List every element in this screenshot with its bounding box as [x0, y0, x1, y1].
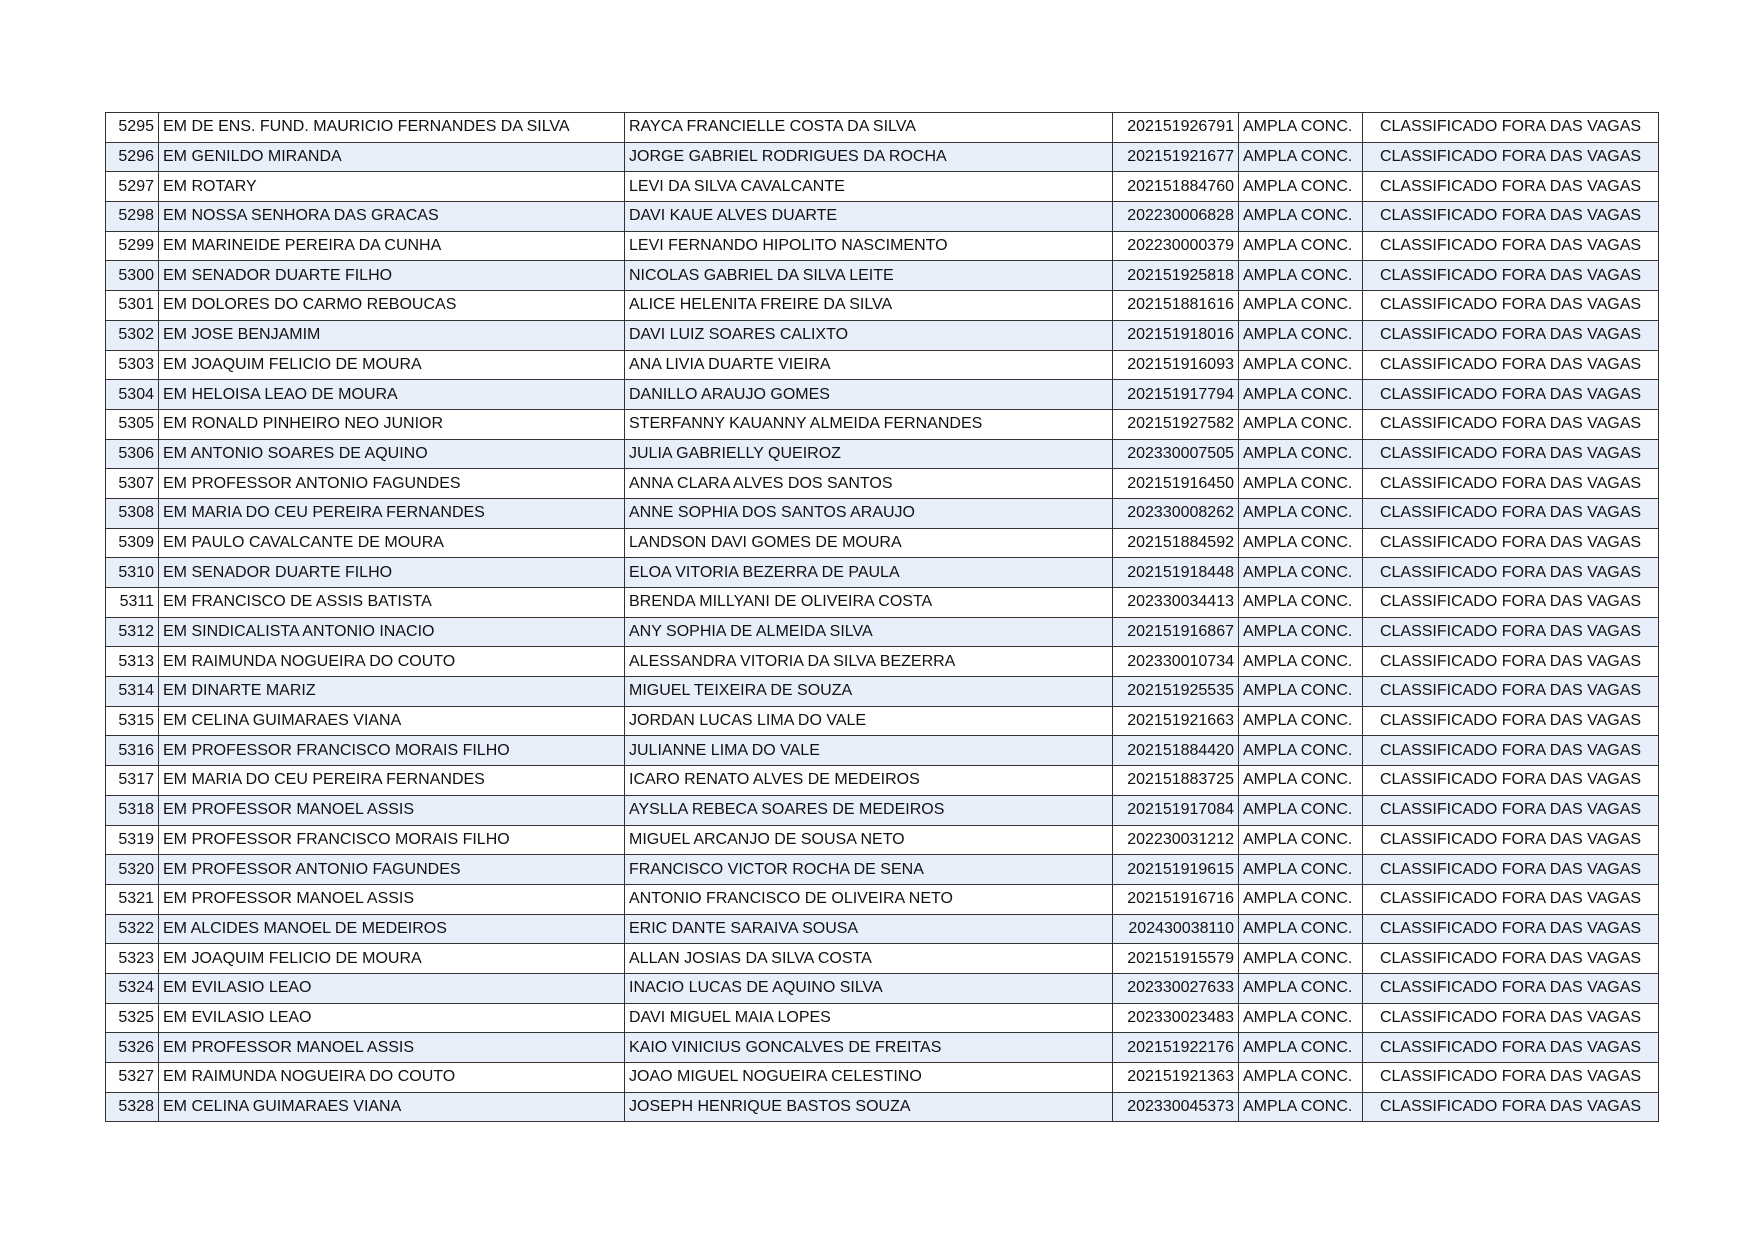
student-name: KAIO VINICIUS GONCALVES DE FREITAS — [625, 1033, 1113, 1063]
table-row — [106, 647, 1659, 677]
table-row — [106, 439, 1659, 469]
registration-number: 202151916867 — [1113, 617, 1239, 647]
row-number: 5315 — [106, 706, 159, 736]
classification-status: CLASSIFICADO FORA DAS VAGAS — [1363, 528, 1659, 558]
row-number: 5328 — [106, 1092, 159, 1122]
row-number: 5316 — [106, 736, 159, 766]
table-row — [106, 825, 1659, 855]
classification-status: CLASSIFICADO FORA DAS VAGAS — [1363, 617, 1659, 647]
registration-number: 202151921663 — [1113, 706, 1239, 736]
student-name: MIGUEL ARCANJO DE SOUSA NETO — [625, 825, 1113, 855]
student-name: ANY SOPHIA DE ALMEIDA SILVA — [625, 617, 1113, 647]
quota-type: AMPLA CONC. — [1239, 914, 1363, 944]
classification-status: CLASSIFICADO FORA DAS VAGAS — [1363, 558, 1659, 588]
row-number: 5295 — [106, 113, 159, 143]
quota-type: AMPLA CONC. — [1239, 261, 1363, 291]
student-name: JORDAN LUCAS LIMA DO VALE — [625, 706, 1113, 736]
registration-number: 202151921363 — [1113, 1063, 1239, 1093]
row-number: 5311 — [106, 588, 159, 618]
student-name: STERFANNY KAUANNY ALMEIDA FERNANDES — [625, 409, 1113, 439]
registration-number: 202151918448 — [1113, 558, 1239, 588]
table-row — [106, 469, 1659, 499]
quota-type: AMPLA CONC. — [1239, 291, 1363, 321]
registration-number: 202151921677 — [1113, 142, 1239, 172]
registration-number: 202151884760 — [1113, 172, 1239, 202]
row-number: 5308 — [106, 498, 159, 528]
quota-type: AMPLA CONC. — [1239, 439, 1363, 469]
school-name: EM CELINA GUIMARAES VIANA — [159, 1092, 625, 1122]
student-name: BRENDA MILLYANI DE OLIVEIRA COSTA — [625, 588, 1113, 618]
classification-status: CLASSIFICADO FORA DAS VAGAS — [1363, 202, 1659, 232]
registration-number: 202330010734 — [1113, 647, 1239, 677]
row-number: 5303 — [106, 350, 159, 380]
quota-type: AMPLA CONC. — [1239, 795, 1363, 825]
quota-type: AMPLA CONC. — [1239, 973, 1363, 1003]
table-row — [106, 528, 1659, 558]
quota-type: AMPLA CONC. — [1239, 202, 1363, 232]
classification-status: CLASSIFICADO FORA DAS VAGAS — [1363, 766, 1659, 796]
student-name: JOSEPH HENRIQUE BASTOS SOUZA — [625, 1092, 1113, 1122]
row-number: 5306 — [106, 439, 159, 469]
school-name: EM MARINEIDE PEREIRA DA CUNHA — [159, 231, 625, 261]
student-name: DAVI LUIZ SOARES CALIXTO — [625, 320, 1113, 350]
student-name: LEVI FERNANDO HIPOLITO NASCIMENTO — [625, 231, 1113, 261]
registration-number: 202151916716 — [1113, 884, 1239, 914]
classification-status: CLASSIFICADO FORA DAS VAGAS — [1363, 944, 1659, 974]
row-number: 5298 — [106, 202, 159, 232]
classification-status: CLASSIFICADO FORA DAS VAGAS — [1363, 231, 1659, 261]
school-name: EM NOSSA SENHORA DAS GRACAS — [159, 202, 625, 232]
student-name: ALICE HELENITA FREIRE DA SILVA — [625, 291, 1113, 321]
classification-status: CLASSIFICADO FORA DAS VAGAS — [1363, 172, 1659, 202]
row-number: 5307 — [106, 469, 159, 499]
registration-number: 202151883725 — [1113, 766, 1239, 796]
quota-type: AMPLA CONC. — [1239, 647, 1363, 677]
row-number: 5309 — [106, 528, 159, 558]
row-number: 5319 — [106, 825, 159, 855]
registration-number: 202330007505 — [1113, 439, 1239, 469]
school-name: EM ROTARY — [159, 172, 625, 202]
classification-status: CLASSIFICADO FORA DAS VAGAS — [1363, 1092, 1659, 1122]
registration-number: 202151916450 — [1113, 469, 1239, 499]
school-name: EM MARIA DO CEU PEREIRA FERNANDES — [159, 766, 625, 796]
classification-status: CLASSIFICADO FORA DAS VAGAS — [1363, 380, 1659, 410]
row-number: 5314 — [106, 677, 159, 707]
classification-status: CLASSIFICADO FORA DAS VAGAS — [1363, 261, 1659, 291]
row-number: 5312 — [106, 617, 159, 647]
quota-type: AMPLA CONC. — [1239, 113, 1363, 143]
school-name: EM GENILDO MIRANDA — [159, 142, 625, 172]
table-row — [106, 231, 1659, 261]
school-name: EM RONALD PINHEIRO NEO JUNIOR — [159, 409, 625, 439]
school-name: EM EVILASIO LEAO — [159, 973, 625, 1003]
row-number: 5323 — [106, 944, 159, 974]
quota-type: AMPLA CONC. — [1239, 884, 1363, 914]
registration-number: 202330008262 — [1113, 498, 1239, 528]
quota-type: AMPLA CONC. — [1239, 380, 1363, 410]
classification-status: CLASSIFICADO FORA DAS VAGAS — [1363, 795, 1659, 825]
table-row — [106, 1063, 1659, 1093]
quota-type: AMPLA CONC. — [1239, 588, 1363, 618]
table-row — [106, 172, 1659, 202]
student-name: DAVI MIGUEL MAIA LOPES — [625, 1003, 1113, 1033]
quota-type: AMPLA CONC. — [1239, 1003, 1363, 1033]
table-row — [106, 409, 1659, 439]
table-row — [106, 142, 1659, 172]
student-name: ANTONIO FRANCISCO DE OLIVEIRA NETO — [625, 884, 1113, 914]
registration-number: 202151919615 — [1113, 855, 1239, 885]
school-name: EM FRANCISCO DE ASSIS BATISTA — [159, 588, 625, 618]
table-row — [106, 1003, 1659, 1033]
classification-status: CLASSIFICADO FORA DAS VAGAS — [1363, 736, 1659, 766]
row-number: 5302 — [106, 320, 159, 350]
table-row — [106, 1092, 1659, 1122]
table-row — [106, 380, 1659, 410]
quota-type: AMPLA CONC. — [1239, 766, 1363, 796]
school-name: EM JOAQUIM FELICIO DE MOURA — [159, 944, 625, 974]
table-row — [106, 973, 1659, 1003]
quota-type: AMPLA CONC. — [1239, 231, 1363, 261]
classification-status: CLASSIFICADO FORA DAS VAGAS — [1363, 350, 1659, 380]
student-name: ICARO RENATO ALVES DE MEDEIROS — [625, 766, 1113, 796]
school-name: EM DOLORES DO CARMO REBOUCAS — [159, 291, 625, 321]
school-name: EM PROFESSOR MANOEL ASSIS — [159, 795, 625, 825]
student-name: DAVI KAUE ALVES DUARTE — [625, 202, 1113, 232]
classification-status: CLASSIFICADO FORA DAS VAGAS — [1363, 469, 1659, 499]
table-row — [106, 202, 1659, 232]
table-row — [106, 855, 1659, 885]
school-name: EM SENADOR DUARTE FILHO — [159, 261, 625, 291]
table-row — [106, 498, 1659, 528]
quota-type: AMPLA CONC. — [1239, 1092, 1363, 1122]
results-table — [105, 112, 1659, 1122]
student-name: INACIO LUCAS DE AQUINO SILVA — [625, 973, 1113, 1003]
classification-status: CLASSIFICADO FORA DAS VAGAS — [1363, 677, 1659, 707]
school-name: EM ANTONIO SOARES DE AQUINO — [159, 439, 625, 469]
student-name: JULIA GABRIELLY QUEIROZ — [625, 439, 1113, 469]
student-name: FRANCISCO VICTOR ROCHA DE SENA — [625, 855, 1113, 885]
registration-number: 202230000379 — [1113, 231, 1239, 261]
school-name: EM HELOISA LEAO DE MOURA — [159, 380, 625, 410]
registration-number: 202330034413 — [1113, 588, 1239, 618]
classification-status: CLASSIFICADO FORA DAS VAGAS — [1363, 291, 1659, 321]
registration-number: 202151918016 — [1113, 320, 1239, 350]
row-number: 5317 — [106, 766, 159, 796]
table-row — [106, 558, 1659, 588]
student-name: DANILLO ARAUJO GOMES — [625, 380, 1113, 410]
classification-status: CLASSIFICADO FORA DAS VAGAS — [1363, 914, 1659, 944]
student-name: RAYCA FRANCIELLE COSTA DA SILVA — [625, 113, 1113, 143]
registration-number: 202151917794 — [1113, 380, 1239, 410]
school-name: EM PROFESSOR MANOEL ASSIS — [159, 1033, 625, 1063]
school-name: EM PROFESSOR ANTONIO FAGUNDES — [159, 469, 625, 499]
registration-number: 202151917084 — [1113, 795, 1239, 825]
row-number: 5305 — [106, 409, 159, 439]
classification-status: CLASSIFICADO FORA DAS VAGAS — [1363, 973, 1659, 1003]
row-number: 5296 — [106, 142, 159, 172]
classification-status: CLASSIFICADO FORA DAS VAGAS — [1363, 884, 1659, 914]
row-number: 5320 — [106, 855, 159, 885]
table-row — [106, 113, 1659, 143]
table-row — [106, 350, 1659, 380]
classification-status: CLASSIFICADO FORA DAS VAGAS — [1363, 113, 1659, 143]
student-name: JOAO MIGUEL NOGUEIRA CELESTINO — [625, 1063, 1113, 1093]
quota-type: AMPLA CONC. — [1239, 558, 1363, 588]
table-row — [106, 884, 1659, 914]
row-number: 5324 — [106, 973, 159, 1003]
classification-status: CLASSIFICADO FORA DAS VAGAS — [1363, 439, 1659, 469]
school-name: EM CELINA GUIMARAES VIANA — [159, 706, 625, 736]
student-name: AYSLLA REBECA SOARES DE MEDEIROS — [625, 795, 1113, 825]
quota-type: AMPLA CONC. — [1239, 350, 1363, 380]
school-name: EM JOAQUIM FELICIO DE MOURA — [159, 350, 625, 380]
registration-number: 202151915579 — [1113, 944, 1239, 974]
quota-type: AMPLA CONC. — [1239, 172, 1363, 202]
quota-type: AMPLA CONC. — [1239, 409, 1363, 439]
quota-type: AMPLA CONC. — [1239, 1063, 1363, 1093]
table-row — [106, 795, 1659, 825]
quota-type: AMPLA CONC. — [1239, 320, 1363, 350]
registration-number: 202151881616 — [1113, 291, 1239, 321]
student-name: ALESSANDRA VITORIA DA SILVA BEZERRA — [625, 647, 1113, 677]
table-row — [106, 944, 1659, 974]
row-number: 5300 — [106, 261, 159, 291]
quota-type: AMPLA CONC. — [1239, 825, 1363, 855]
quota-type: AMPLA CONC. — [1239, 1033, 1363, 1063]
school-name: EM PROFESSOR FRANCISCO MORAIS FILHO — [159, 736, 625, 766]
row-number: 5327 — [106, 1063, 159, 1093]
row-number: 5310 — [106, 558, 159, 588]
school-name: EM EVILASIO LEAO — [159, 1003, 625, 1033]
registration-number: 202230031212 — [1113, 825, 1239, 855]
registration-number: 202151926791 — [1113, 113, 1239, 143]
table-row — [106, 588, 1659, 618]
table-row — [106, 320, 1659, 350]
quota-type: AMPLA CONC. — [1239, 469, 1363, 499]
classification-status: CLASSIFICADO FORA DAS VAGAS — [1363, 409, 1659, 439]
student-name: ANNA CLARA ALVES DOS SANTOS — [625, 469, 1113, 499]
classification-status: CLASSIFICADO FORA DAS VAGAS — [1363, 706, 1659, 736]
row-number: 5304 — [106, 380, 159, 410]
school-name: EM PROFESSOR MANOEL ASSIS — [159, 884, 625, 914]
row-number: 5325 — [106, 1003, 159, 1033]
table-row — [106, 1033, 1659, 1063]
classification-status: CLASSIFICADO FORA DAS VAGAS — [1363, 647, 1659, 677]
row-number: 5326 — [106, 1033, 159, 1063]
quota-type: AMPLA CONC. — [1239, 677, 1363, 707]
row-number: 5321 — [106, 884, 159, 914]
table-row — [106, 914, 1659, 944]
student-name: ERIC DANTE SARAIVA SOUSA — [625, 914, 1113, 944]
student-name: NICOLAS GABRIEL DA SILVA LEITE — [625, 261, 1113, 291]
student-name: ELOA VITORIA BEZERRA DE PAULA — [625, 558, 1113, 588]
quota-type: AMPLA CONC. — [1239, 944, 1363, 974]
quota-type: AMPLA CONC. — [1239, 528, 1363, 558]
quota-type: AMPLA CONC. — [1239, 142, 1363, 172]
classification-status: CLASSIFICADO FORA DAS VAGAS — [1363, 1033, 1659, 1063]
student-name: JORGE GABRIEL RODRIGUES DA ROCHA — [625, 142, 1113, 172]
classification-status: CLASSIFICADO FORA DAS VAGAS — [1363, 588, 1659, 618]
table-row — [106, 736, 1659, 766]
row-number: 5322 — [106, 914, 159, 944]
school-name: EM ALCIDES MANOEL DE MEDEIROS — [159, 914, 625, 944]
school-name: EM RAIMUNDA NOGUEIRA DO COUTO — [159, 1063, 625, 1093]
school-name: EM MARIA DO CEU PEREIRA FERNANDES — [159, 498, 625, 528]
registration-number: 202330023483 — [1113, 1003, 1239, 1033]
registration-number: 202151884592 — [1113, 528, 1239, 558]
table-row — [106, 766, 1659, 796]
table-row — [106, 677, 1659, 707]
registration-number: 202330045373 — [1113, 1092, 1239, 1122]
quota-type: AMPLA CONC. — [1239, 617, 1363, 647]
student-name: ANNE SOPHIA DOS SANTOS ARAUJO — [625, 498, 1113, 528]
school-name: EM PROFESSOR ANTONIO FAGUNDES — [159, 855, 625, 885]
school-name: EM SENADOR DUARTE FILHO — [159, 558, 625, 588]
school-name: EM PAULO CAVALCANTE DE MOURA — [159, 528, 625, 558]
classification-status: CLASSIFICADO FORA DAS VAGAS — [1363, 855, 1659, 885]
registration-number: 202230006828 — [1113, 202, 1239, 232]
results-body — [106, 113, 1659, 1122]
table-row — [106, 291, 1659, 321]
row-number: 5301 — [106, 291, 159, 321]
registration-number: 202151922176 — [1113, 1033, 1239, 1063]
classification-status: CLASSIFICADO FORA DAS VAGAS — [1363, 320, 1659, 350]
classification-status: CLASSIFICADO FORA DAS VAGAS — [1363, 1063, 1659, 1093]
classification-status: CLASSIFICADO FORA DAS VAGAS — [1363, 142, 1659, 172]
table-row — [106, 261, 1659, 291]
classification-status: CLASSIFICADO FORA DAS VAGAS — [1363, 498, 1659, 528]
row-number: 5299 — [106, 231, 159, 261]
quota-type: AMPLA CONC. — [1239, 855, 1363, 885]
table-row — [106, 706, 1659, 736]
row-number: 5318 — [106, 795, 159, 825]
school-name: EM DINARTE MARIZ — [159, 677, 625, 707]
school-name: EM RAIMUNDA NOGUEIRA DO COUTO — [159, 647, 625, 677]
student-name: JULIANNE LIMA DO VALE — [625, 736, 1113, 766]
registration-number: 202151916093 — [1113, 350, 1239, 380]
registration-number: 202330027633 — [1113, 973, 1239, 1003]
student-name: LANDSON DAVI GOMES DE MOURA — [625, 528, 1113, 558]
school-name: EM PROFESSOR FRANCISCO MORAIS FILHO — [159, 825, 625, 855]
student-name: LEVI DA SILVA CAVALCANTE — [625, 172, 1113, 202]
registration-number: 202151884420 — [1113, 736, 1239, 766]
quota-type: AMPLA CONC. — [1239, 706, 1363, 736]
quota-type: AMPLA CONC. — [1239, 498, 1363, 528]
registration-number: 202151927582 — [1113, 409, 1239, 439]
student-name: MIGUEL TEIXEIRA DE SOUZA — [625, 677, 1113, 707]
school-name: EM DE ENS. FUND. MAURICIO FERNANDES DA SILVA — [159, 113, 625, 143]
table-row — [106, 617, 1659, 647]
student-name: ALLAN JOSIAS DA SILVA COSTA — [625, 944, 1113, 974]
school-name: EM JOSE BENJAMIM — [159, 320, 625, 350]
student-name: ANA LIVIA DUARTE VIEIRA — [625, 350, 1113, 380]
classification-status: CLASSIFICADO FORA DAS VAGAS — [1363, 825, 1659, 855]
row-number: 5313 — [106, 647, 159, 677]
school-name: EM SINDICALISTA ANTONIO INACIO — [159, 617, 625, 647]
registration-number: 202151925535 — [1113, 677, 1239, 707]
row-number: 5297 — [106, 172, 159, 202]
classification-status: CLASSIFICADO FORA DAS VAGAS — [1363, 1003, 1659, 1033]
registration-number: 202430038110 — [1113, 914, 1239, 944]
registration-number: 202151925818 — [1113, 261, 1239, 291]
quota-type: AMPLA CONC. — [1239, 736, 1363, 766]
